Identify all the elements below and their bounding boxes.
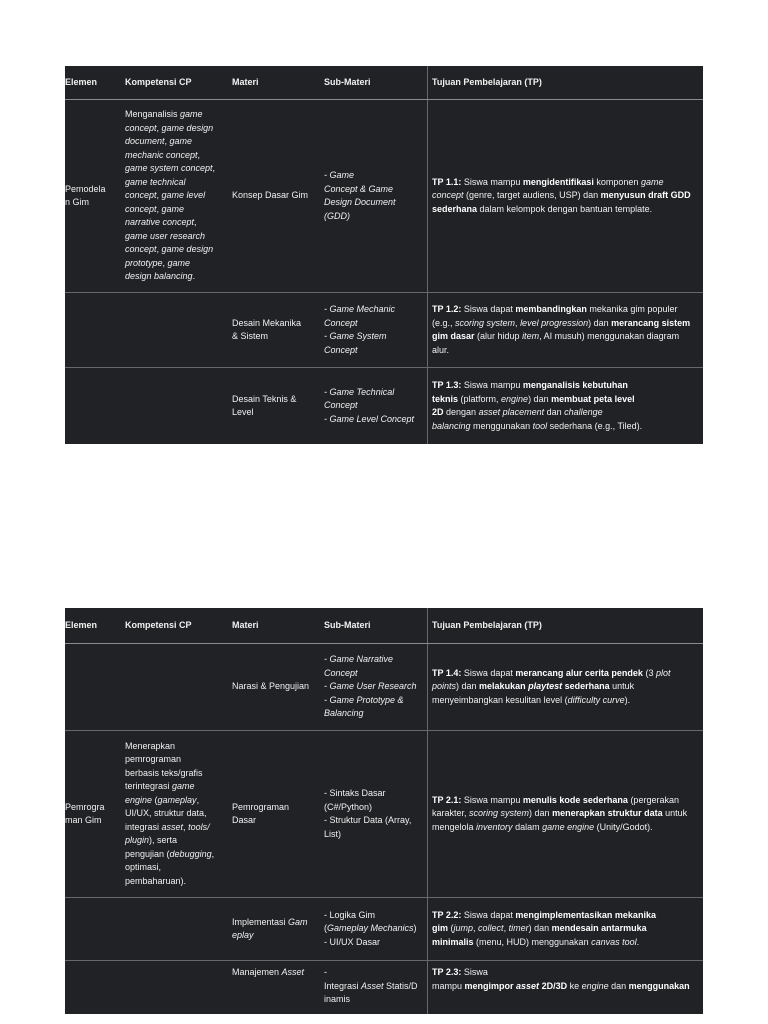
- elemen-cell: [65, 100, 123, 292]
- tp-cell: [432, 293, 703, 367]
- kompetensi-cell: [125, 731, 229, 897]
- sub-materi-display: - Game Concept & Game Design Document (GDD): [324, 170, 396, 221]
- kompetensi-cell: [125, 898, 229, 960]
- elemen-display: Pemodela n Gim: [65, 183, 106, 207]
- sub-materi-cell: [324, 731, 428, 897]
- materi-display: Pemrograman Dasar: [232, 801, 290, 825]
- kompetensi-cell: [125, 100, 229, 292]
- materi-cell: [232, 368, 322, 444]
- tp-display: TP 2.1: Siswa mampu menulis kode sederhana (pergerakan karakter, scoring system) dan menerapkan struktur data untuk mengelola inventory dalam game engine (Unity/Godot).: [432, 794, 688, 832]
- table-row: [65, 898, 703, 961]
- sub-materi-display: - Sintaks Dasar (C#/Python) - Struktur Data (Array, List): [324, 788, 412, 839]
- elemen-cell: [65, 898, 123, 960]
- header-kompetensi: Kompetensi CP: [125, 619, 192, 630]
- header-materi: Materi: [232, 619, 259, 630]
- tp-cell: [432, 961, 703, 1014]
- materi-display: Implementasi Gam eplay: [232, 916, 308, 940]
- header-kompetensi: Kompetensi CP: [125, 76, 192, 87]
- sub-materi-display: - Game Narrative Concept - Game User Research - Game Prototype & Balancing: [324, 654, 417, 719]
- elemen-cell: [65, 644, 123, 730]
- sub-materi-cell: [324, 644, 428, 730]
- sub-materi-cell: [324, 961, 428, 1014]
- table-row: [65, 731, 703, 898]
- elemen-display: Pemrogra man Gim: [65, 801, 105, 825]
- sub-materi-cell: [324, 898, 428, 960]
- elemen-cell: [65, 368, 123, 444]
- materi-display: Desain Mekanika & Sistem: [232, 317, 302, 341]
- kompetensi-cell: [125, 293, 229, 367]
- sub-materi-cell: [324, 100, 428, 292]
- materi-cell: [232, 293, 322, 367]
- table-row: [65, 961, 703, 1014]
- materi-cell: [232, 731, 322, 897]
- tp-cell: [432, 898, 703, 960]
- header-elemen: Elemen: [65, 76, 98, 87]
- table-header-row: [65, 66, 703, 100]
- header-sub-materi: Sub-Materi: [324, 608, 428, 643]
- table-header-row: [65, 608, 703, 644]
- table-row: [65, 100, 703, 293]
- elemen-cell: [65, 961, 123, 1014]
- sub-materi-display: - Integrasi Asset Statis/D inamis: [324, 967, 418, 1004]
- tp-display: TP 1.3: Siswa mampu menganalisis kebutuhan teknis (platform, engine) dan membuat peta level 2D dengan asset placement dan challenge balancing menggunakan tool sederhana (e.g., Tiled).: [432, 380, 643, 431]
- tp-cell: [432, 100, 703, 292]
- tp-cell: [432, 368, 703, 444]
- curriculum-table-2: [65, 608, 703, 1014]
- tp-display: TP 1.4: Siswa dapat merancang alur cerita pendek (3 plot points) dan melakukan playtest sederhana untuk menyeimbangkan kesulitan level (difficulty curve).: [432, 667, 671, 705]
- header-tp: Tujuan Pembelajaran (TP): [432, 619, 542, 630]
- kompetensi-cell: [125, 368, 229, 444]
- table-row: [65, 644, 703, 731]
- sub-materi-cell: [324, 368, 428, 444]
- materi-display: Manajemen Asset: [232, 967, 305, 977]
- tp-display: TP 1.1: Siswa mampu mengidentifikasi komponen game concept (genre, target audiens, USP) dan menyusun draft GDD sederhana dalam kelompok dengan bantuan template.: [432, 176, 691, 214]
- header-materi: Materi: [232, 76, 259, 87]
- materi-cell: [232, 898, 322, 960]
- header-tp: Tujuan Pembelajaran (TP): [432, 76, 542, 87]
- elemen-cell: [65, 731, 123, 897]
- tp-cell: [432, 731, 703, 897]
- materi-cell: [232, 961, 322, 1014]
- materi-cell: Konsep Dasar Gim: [232, 190, 309, 201]
- sub-materi-display: - Logika Gim (Gameplay Mechanics) - UI/UX Dasar: [324, 909, 417, 947]
- curriculum-table-1: [65, 66, 703, 444]
- sub-materi-display: - Game Technical Concept - Game Level Concept: [324, 386, 415, 424]
- materi-cell: Narasi & Pengujian: [232, 681, 310, 692]
- tp-display: TP 2.2: Siswa dapat mengimplementasikan mekanika gim (jump, collect, timer) dan mendesain antarmuka minimalis (menu, HUD) menggunakan canvas tool.: [432, 909, 656, 947]
- tp-cell: [432, 644, 703, 730]
- sub-materi-display: - Game Mechanic Concept - Game System Concept: [324, 304, 396, 355]
- kompetensi-display: Menganalisis game concept, game design document, game mechanic concept, game system concept, game technical concept, game level concept, game narrative concept, game user research concept, game design prototype, game design balancing.: [125, 109, 216, 282]
- tp-display: TP 2.3: Siswa mampu mengimpor asset 2D/3D ke engine dan menggunakan: [432, 967, 690, 991]
- table-row: [65, 293, 703, 368]
- header-sub-materi: Sub-Materi: [324, 66, 428, 99]
- kompetensi-cell: [125, 644, 229, 730]
- header-elemen: Elemen: [65, 619, 98, 630]
- table-row: [65, 368, 703, 444]
- materi-display: Desain Teknis & Level: [232, 393, 297, 417]
- kompetensi-display: Menerapkan pemrograman berbasis teks/grafis terintegrasi game engine (gameplay, UI/UX, struktur data, integrasi asset, tools/ plugin), serta pengujian (debugging, optimasi, pembaharuan).: [125, 740, 215, 886]
- tp-display: TP 1.2: Siswa dapat membandingkan mekanika gim populer (e.g., scoring system, level progression) dan merancang sistem gim dasar (alur hidup item, AI musuh) menggunakan diagram alur.: [432, 304, 691, 355]
- elemen-cell: [65, 293, 123, 367]
- kompetensi-cell: [125, 961, 229, 1014]
- sub-materi-cell: [324, 293, 428, 367]
